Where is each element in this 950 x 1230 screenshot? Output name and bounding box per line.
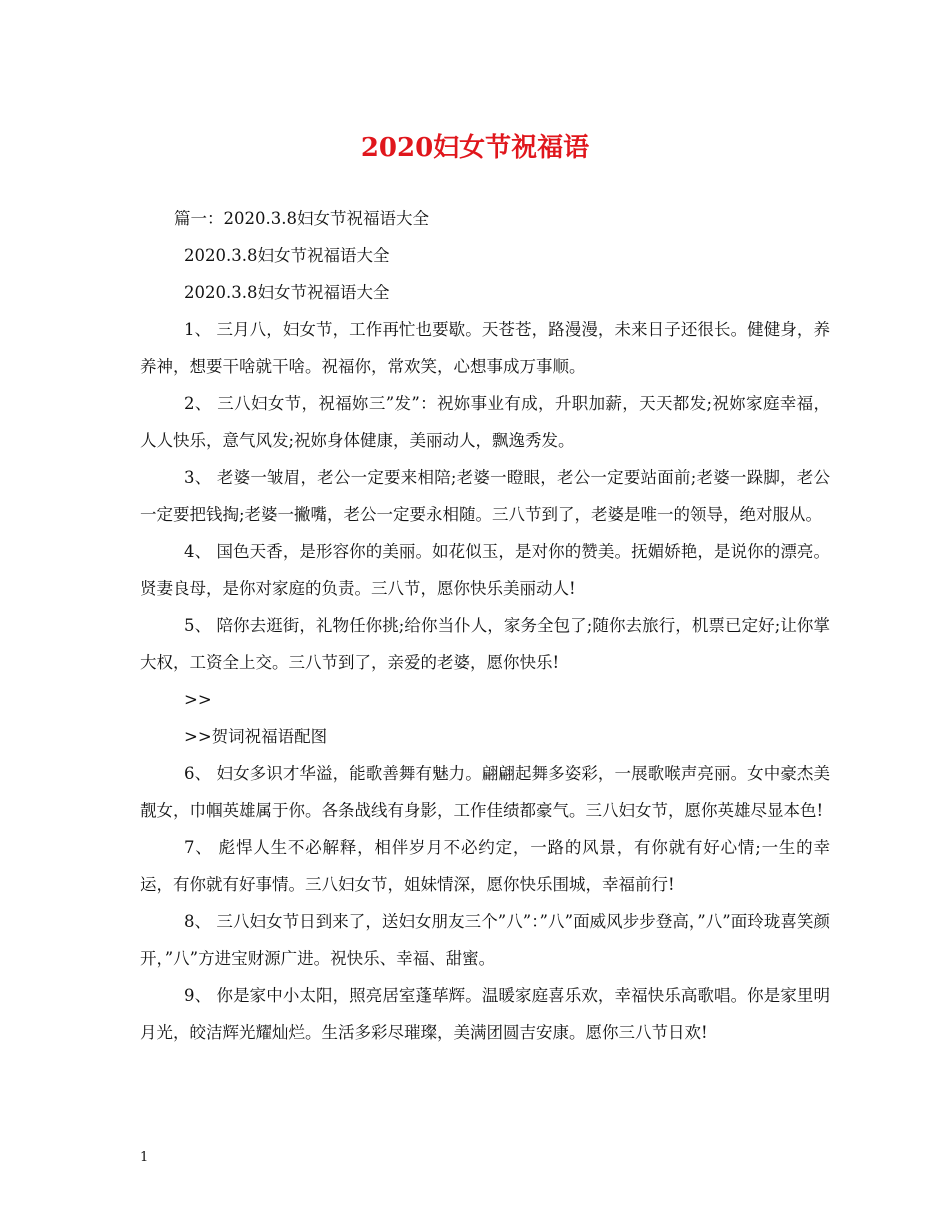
page-number: 1 xyxy=(140,1150,149,1165)
blessing-item: 4、 国色天香，是形容你的美丽。如花似玉，是对你的赞美。抚媚娇艳，是说你的漂亮。贤妻良母，是你对家庭的负责。三八节，愿你快乐美丽动人! xyxy=(140,542,830,598)
blessing-item: 9、 你是家中小太阳，照亮居室蓬荜辉。温暖家庭喜乐欢，幸福快乐高歌唱。你是家里明月光，皎洁辉光耀灿烂。生活多彩尽璀璨，美满团圆吉安康。愿你三八节日欢! xyxy=(140,986,830,1042)
sub-heading: 2020.3.8妇女节祝福语大全 xyxy=(184,283,390,302)
blessing-item: 6、 妇女多识才华溢，能歌善舞有魅力。翩翩起舞多姿彩，一展歌喉声亮丽。女中豪杰美靓女，巾帼英雄属于你。各条战线有身影，工作佳绩都豪气。三八妇女节，愿你英雄尽显本色! xyxy=(140,764,830,820)
page-title: 2020妇女节祝福语 xyxy=(360,133,590,163)
sub-heading: 2020.3.8妇女节祝福语大全 xyxy=(184,246,390,265)
blessing-item: 7、 彪悍人生不必解释，相伴岁月不必约定，一路的风景，有你就有好心情;一生的幸运，有你就有好事情。三八妇女节，姐妹情深，愿你快乐围城，幸福前行! xyxy=(140,838,830,894)
blessing-item: 3、 老婆一皱眉，老公一定要来相陪;老婆一瞪眼，老公一定要站面前;老婆一跺脚，老公一定要把钱掏;老婆一撇嘴，老公一定要永相随。三八节到了，老婆是唯一的领导，绝对服从。 xyxy=(140,468,830,524)
blessing-item: 8、 三八妇女节日到来了，送妇女朋友三个”八”：”八”面威风步步登高，”八”面玲珑喜笑颜开，”八”方进宝财源广进。祝快乐、幸福、甜蜜。 xyxy=(140,912,830,968)
blessing-item: 1、 三月八，妇女节，工作再忙也要歇。天苍苍，路漫漫，未来日子还很长。健健身，养养神，想要干啥就干啥。祝福你，常欢笑，心想事成万事顺。 xyxy=(140,320,830,376)
blessing-item: 2、 三八妇女节，祝福妳三”发”：祝妳事业有成，升职加薪，天天都发;祝妳家庭幸福，人人快乐，意气风发;祝妳身体健康，美丽动人，飘逸秀发。 xyxy=(140,394,830,450)
image-caption-link[interactable]: >>贺词祝福语配图 xyxy=(184,727,328,746)
document-body xyxy=(140,200,830,1051)
marker-text: >> xyxy=(184,690,212,709)
section-heading: 篇一：2020.3.8妇女节祝福语大全 xyxy=(174,209,429,228)
blessing-item: 5、 陪你去逛街，礼物任你挑;给你当仆人，家务全包了;随你去旅行，机票已定好;让你掌大权，工资全上交。三八节到了，亲爱的老婆，愿你快乐! xyxy=(140,616,830,672)
